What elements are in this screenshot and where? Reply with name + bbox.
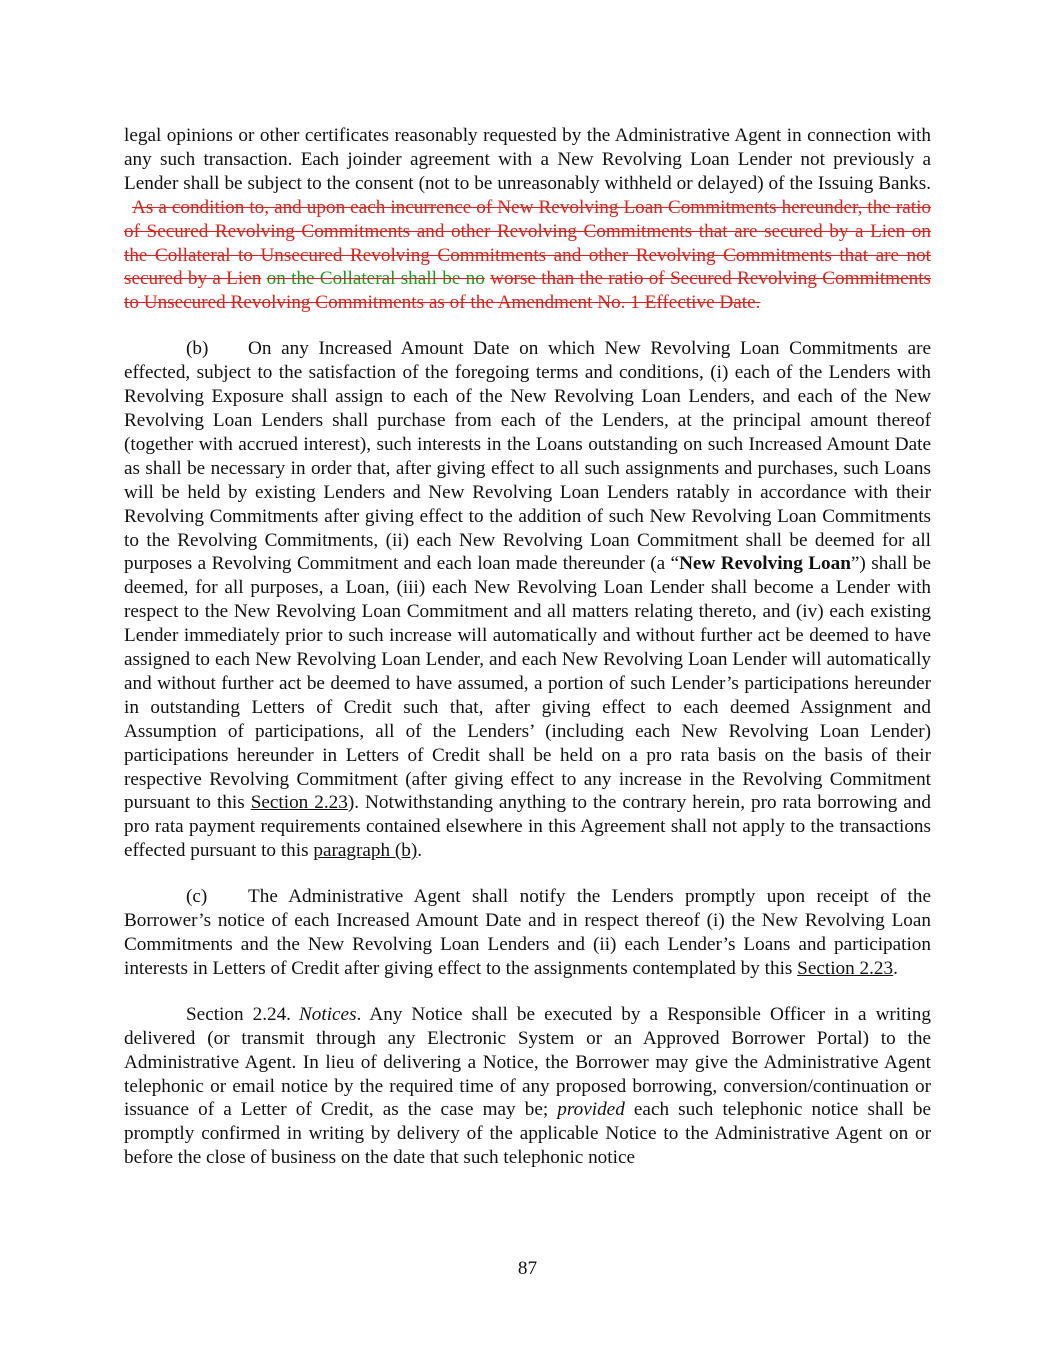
paragraph-b-text-4: . bbox=[417, 840, 423, 862]
paragraph-b bbox=[124, 337, 931, 863]
paragraph-a-continuation bbox=[124, 124, 931, 315]
paragraph-c bbox=[124, 885, 931, 981]
paragraph-b-text-1: On any Increased Amount Date on which New Revolving Loan Commitments are effected, subject to the satisfaction of the foregoing terms and conditions, (i) each of the Lenders with Revolving Exposure shall assign to each of the New Revolving Loan Lenders, and each of the New Revolving Loan Lenders shall purchase from each of the Lenders, at the principal amount thereof (together with accrued interest), such interests in the Loans outstanding on such Increased Amount Date as shall be necessary in order that, after giving effect to all such assignments and purchases, such Loans will be held by existing Lenders and New Revolving Loan Lenders ratably in accordance with their Revolving Commitments after giving effect to the addition of such New Revolving Loan Commitments to the Revolving Commitments, (ii) each New Revolving Loan Commitment shall be deemed for all purposes a Revolving Commitment and each loan made thereunder (a “ bbox=[124, 338, 931, 575]
section-title: Notices bbox=[298, 1003, 357, 1025]
section-reference-link[interactable]: Section 2.23 bbox=[250, 792, 348, 814]
paragraph-b-label: (b) bbox=[186, 338, 209, 360]
deleted-text-red: As a condition to, and upon each incurrence of New Revolving Loan Commitments hereunder, the ratio of Secured Revolving Commitments and other Revolving Commitments that are secured by a Lien on the Collateral to Unsecured Revolving Commitments and other Revolving Commitments that are not secured by a Lien bbox=[124, 196, 931, 290]
paragraph-c-text-2: . bbox=[893, 957, 898, 979]
document-page bbox=[124, 124, 931, 1170]
section-reference-link[interactable]: Section 2.23 bbox=[797, 957, 894, 979]
paragraph-c-text-1: The Administrative Agent shall notify the Lenders promptly upon receipt of the Borrower’s notice of each Increased Amount Date and in respect thereof (i) the New Revolving Loan Commitments and the New Revolving Loan Lenders and (ii) each Lender’s Loans and participation interests in Letters of Credit after giving effect to the assignments contemplated by this bbox=[124, 886, 931, 979]
paragraph-b-text-3: ). Notwithstanding anything to the contrary herein, pro rata borrowing and pro rata payment requirements contained elsewhere in this Agreement shall not apply to the transactions effected pursuant to this bbox=[124, 792, 931, 862]
section-text-2: each such telephonic notice shall be promptly confirmed in writing by delivery of the applicable Notice to the Administrative Agent on or before the close of business on the date that such telephonic notice bbox=[124, 1099, 931, 1169]
deleted-text-green: on the Collateral shall be no bbox=[266, 268, 485, 290]
page-number: 87 bbox=[517, 1258, 538, 1279]
paragraph-a-text: legal opinions or other certificates reasonably requested by the Administrative Agent in connection with any such transaction. Each joinder agreement with a New Revolving Loan Lender not previously a Lender shall be subject to the consent (not to be unreasonably withheld or delayed) of the Issuing Banks. bbox=[124, 125, 931, 194]
deleted-text-red-2: worse than the ratio of Secured Revolving Commitments to Unsecured Revolving Commitments as of the Amendment No. 1 Effective Date bbox=[124, 268, 931, 314]
provided-term: provided bbox=[557, 1099, 625, 1121]
section-2-24 bbox=[124, 1003, 931, 1170]
paragraph-b-text-2: ”) shall be deemed, for all purposes, a Loan, (iii) each New Revolving Loan Lender shall become a Lender with respect to the New Revolving Loan Commitment and all matters relating thereto, and (iv) each existing Lender immediately prior to such increase will automatically and without further act be deemed to have assigned to each New Revolving Loan Lender, and each New Revolving Loan Lender will automatically and without further act be deemed to have assumed, a portion of such Lender’s participations hereunder in outstanding Letters of Credit such that, after giving effect to each deemed Assignment and Assumption of participations, all of the Lenders’ (including each New Revolving Loan Lender) participations hereunder in Letters of Credit shall be held on a pro rata basis on the basis of their respective Revolving Commitment (after giving effect to any increase in the Revolving Commitment pursuant to this bbox=[124, 553, 932, 814]
paragraph-c-label: (c) bbox=[186, 886, 208, 908]
paragraph-reference-link[interactable]: paragraph (b) bbox=[313, 840, 418, 862]
section-number: Section 2.24. bbox=[186, 1003, 291, 1025]
section-text-1: . Any Notice shall be executed by a Responsible Officer in a writing delivered (or transmit through any Electronic System or an Approved Borrower Portal) to the Administrative Agent. In lieu of delivering a Notice, the Borrower may give the Administrative Agent telephonic or email notice by the required time of any proposed borrowing, conversion/continuation or issuance of a Letter of Credit, as the case may be; bbox=[124, 1003, 931, 1121]
defined-term-new-revolving-loan: New Revolving Loan bbox=[679, 553, 851, 575]
deleted-period: . bbox=[755, 292, 761, 314]
